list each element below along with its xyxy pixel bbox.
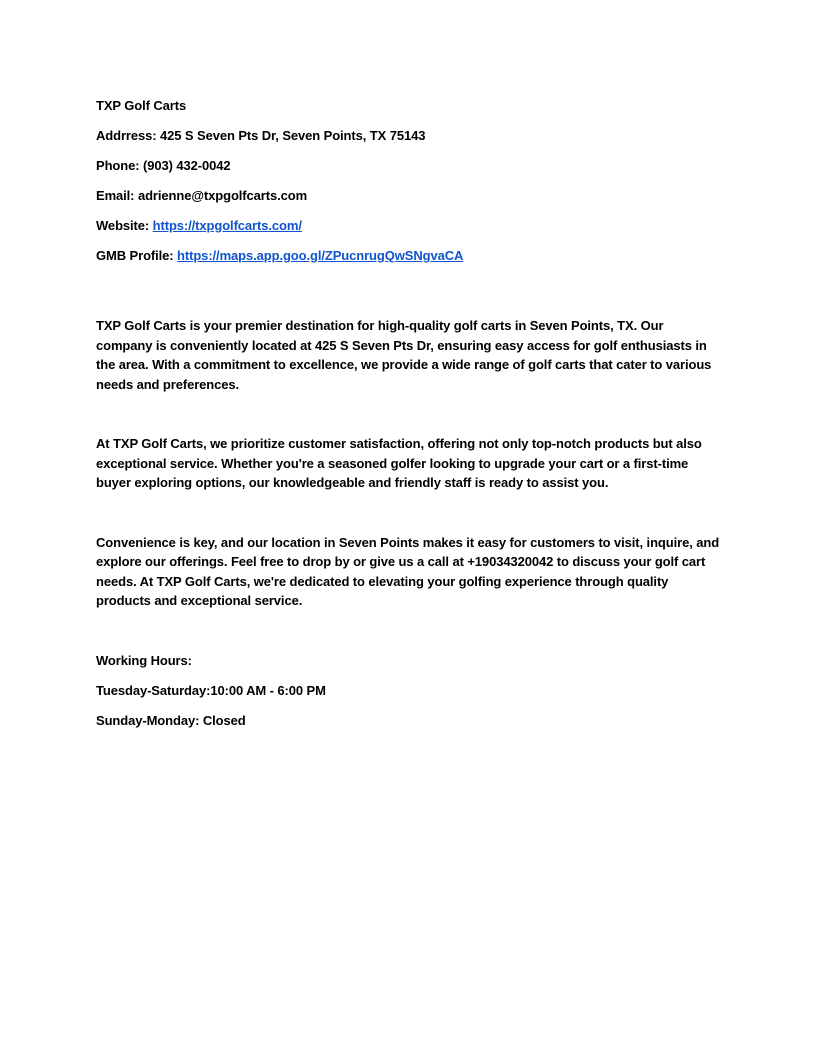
gmb-line — [96, 246, 720, 266]
service-paragraph: At TXP Golf Carts, we prioritize customer satisfaction, offering not only top-notch products but also exceptional service. Whether you're a seasoned golfer looking to upgrade your cart or a first-time buyer exploring options, our knowledgeable and friendly staff is ready to assist you. — [96, 436, 702, 490]
email-label: Email: — [96, 188, 135, 203]
phone-label: Phone: — [96, 158, 140, 173]
hours-title: Working Hours: — [96, 652, 192, 668]
intro-paragraph: TXP Golf Carts is your premier destination for high-quality golf carts in Seven Points, TX. Our company is conveniently located at 425 S Seven Pts Dr, ensuring easy access for golf enthusiasts in the area. With a commitment to excellence, we provide a wide range of golf carts that cater to various needs and preferences. — [96, 318, 712, 392]
convenience-paragraph: Convenience is key, and our location in Seven Points makes it easy for customers to visit, inquire, and explore our offerings. Feel free to drop by or give us a call at +19034320042 to discuss your golf cart needs. At TXP Golf Carts, we're dedicated to elevating your golfing experience through quality products and exceptional service. — [96, 534, 720, 608]
website-label: Website: — [96, 218, 150, 233]
website-link[interactable]: https://txpgolfcarts.com/ — [152, 218, 302, 233]
gmb-profile-link[interactable]: https://maps.app.goo.gl/ZPucnrugQwSNgvaCA — [177, 248, 464, 263]
hours-weekdays: Tuesday-Saturday:10:00 AM - 6:00 PM — [96, 682, 326, 698]
address-label: Addrress: — [96, 128, 157, 143]
address-value: 425 S Seven Pts Dr, Seven Points, TX 75143 — [160, 128, 426, 143]
business-name: TXP Golf Carts — [96, 98, 187, 113]
email-value: adrienne@txpgolfcarts.com — [137, 188, 308, 203]
phone-line — [96, 156, 720, 176]
section-spacer — [96, 493, 720, 533]
section-spacer — [96, 276, 720, 316]
phone-value: (903) 432-0042 — [142, 158, 231, 173]
section-spacer — [96, 394, 720, 434]
hours-weekend: Sunday-Monday: Closed — [96, 712, 246, 728]
email-line — [96, 186, 720, 206]
document-page — [96, 96, 720, 741]
gmb-label: GMB Profile: — [96, 248, 174, 263]
section-spacer — [96, 611, 720, 651]
address-line — [96, 126, 720, 146]
website-line — [96, 216, 720, 236]
